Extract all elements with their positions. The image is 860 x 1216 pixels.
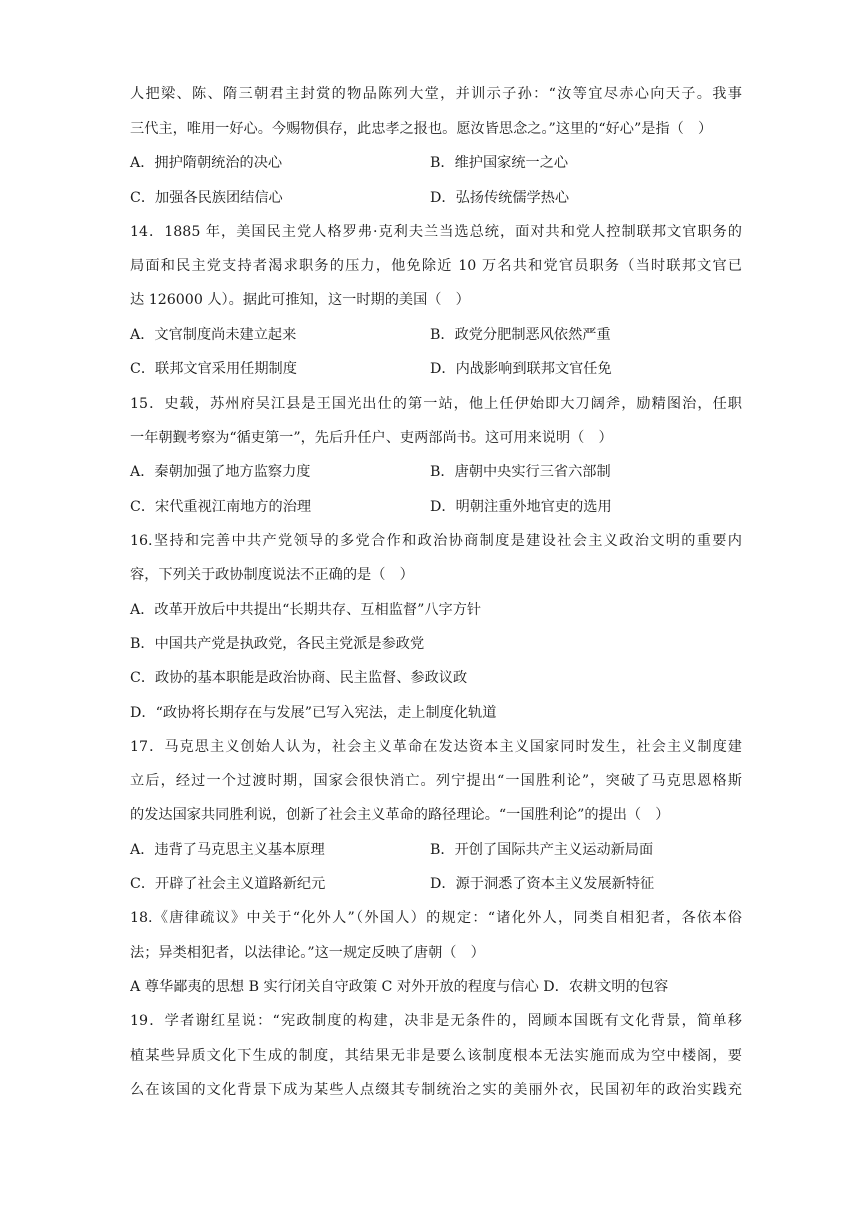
q18-stem-line-1: 18.《唐律疏议》中关于“化外人”（外国人）的规定：“诸化外人，同类自相犯者，各依本俗 (130, 910, 742, 926)
q14-option-b: B．政党分肥制恶风依然严重 (430, 327, 611, 343)
q17-option-b: B．开创了国际共产主义运动新局面 (430, 842, 654, 858)
q13-option-a: A．拥护隋朝统治的决心 (130, 155, 283, 171)
q17-stem-line-3: 的发达国家共同胜利说，创新了社会主义革命的路径理论。“一国胜利论”的提出（ ） (130, 807, 670, 823)
q18-options-line: A 尊华鄙夷的思想 B 实行闭关自守政策 C 对外开放的程度与信心 D．农耕文明的包容 (130, 979, 669, 995)
q19-stem-line-3: 么在该国的文化背景下成为某些人点缀其专制统治之实的美丽外衣，民国初年的政治实践充 (130, 1082, 742, 1098)
q14-stem-line-2: 局面和民主党支持者渴求职务的压力，他免除近 10 万名共和党官员职务（当时联邦文官已 (130, 258, 742, 274)
q17-stem-line-1: 17．马克思主义创始人认为，社会主义革命在发达资本主义国家同时发生，社会主义制度建 (130, 739, 742, 755)
q15-stem-line-2: 一年朝觐考察为“循吏第一”，先后升任户、吏两部尚书。这可用来说明（ ） (130, 430, 613, 446)
q13-stem-line-2: 三代主，唯用一好心。今赐物俱存，此忠孝之报也。愿汝皆思念之。”这里的“好心”是指（ ） (130, 121, 713, 137)
q17-option-a: A．违背了马克思主义基本原理 (130, 842, 325, 858)
q16-option-b: B．中国共产党是执政党，各民主党派是参政党 (130, 636, 425, 652)
q14-stem-line-1: 14．1885 年，美国民主党人格罗弗·克利夫兰当选总统，面对共和党人控制联邦文官职务的 (130, 224, 742, 240)
q13-option-d: D．弘扬传统儒学热心 (430, 190, 570, 206)
q18-stem-line-2: 法；异类相犯者，以法律论。”这一规定反映了唐朝（ ） (130, 945, 485, 961)
q14-option-d: D．内战影响到联邦文官任免 (430, 361, 612, 377)
q13-option-b: B．维护国家统一之心 (430, 155, 569, 171)
q19-stem-line-1: 19．学者谢红星说：“宪政制度的构建，决非是无条件的，罔顾本国既有文化背景，简单移 (130, 1013, 742, 1029)
q15-option-b: B．唐朝中央实行三省六部制 (430, 464, 611, 480)
q16-option-d: D．“政协将长期存在与发展”已写入宪法，走上制度化轨道 (130, 705, 497, 721)
q17-stem-line-2: 立后，经过一个过渡时期，国家会很快消亡。列宁提出“一国胜利论”，突破了马克思恩格斯 (130, 773, 742, 789)
q15-option-a: A．秦朝加强了地方监察力度 (130, 464, 311, 480)
q16-stem-line-1: 16.坚持和完善中共产党领导的多党合作和政治协商制度是建设社会主义政治文明的重要内 (130, 533, 742, 549)
q14-option-c: C．联邦文官采用任期制度 (130, 361, 297, 377)
q17-option-c: C．开辟了社会主义道路新纪元 (130, 876, 326, 892)
q14-stem-line-3: 达 126000 人）。据此可推知，这一时期的美国（ ） (130, 292, 470, 308)
q16-stem-line-2: 容，下列关于政协制度说法不正确的是（ ） (130, 567, 414, 583)
q13-option-c: C．加强各民族团结信心 (130, 190, 283, 206)
q13-stem-line-1: 人把梁、陈、隋三朝君主封赏的物品陈列大堂，并训示子孙：“汝等宜尽赤心向天子。我事 (130, 86, 742, 102)
q15-option-d: D．明朝注重外地官吏的选用 (430, 499, 612, 515)
q17-option-d: D．源于洞悉了资本主义发展新特征 (430, 876, 655, 892)
q16-option-a: A．改革开放后中共提出“长期共存、互相监督”八字方针 (130, 602, 482, 618)
q15-option-c: C．宋代重视江南地方的治理 (130, 499, 312, 515)
q15-stem-line-1: 15．史载，苏州府吴江县是王国光出仕的第一站，他上任伊始即大刀阔斧，励精图治，任职 (130, 396, 742, 412)
q16-option-c: C．政协的基本职能是政治协商、民主监督、参政议政 (130, 670, 468, 686)
q19-stem-line-2: 植某些异质文化下生成的制度，其结果无非是要么该制度根本无法实施而成为空中楼阁，要 (130, 1048, 742, 1064)
q14-option-a: A．文官制度尚未建立起来 (130, 327, 297, 343)
